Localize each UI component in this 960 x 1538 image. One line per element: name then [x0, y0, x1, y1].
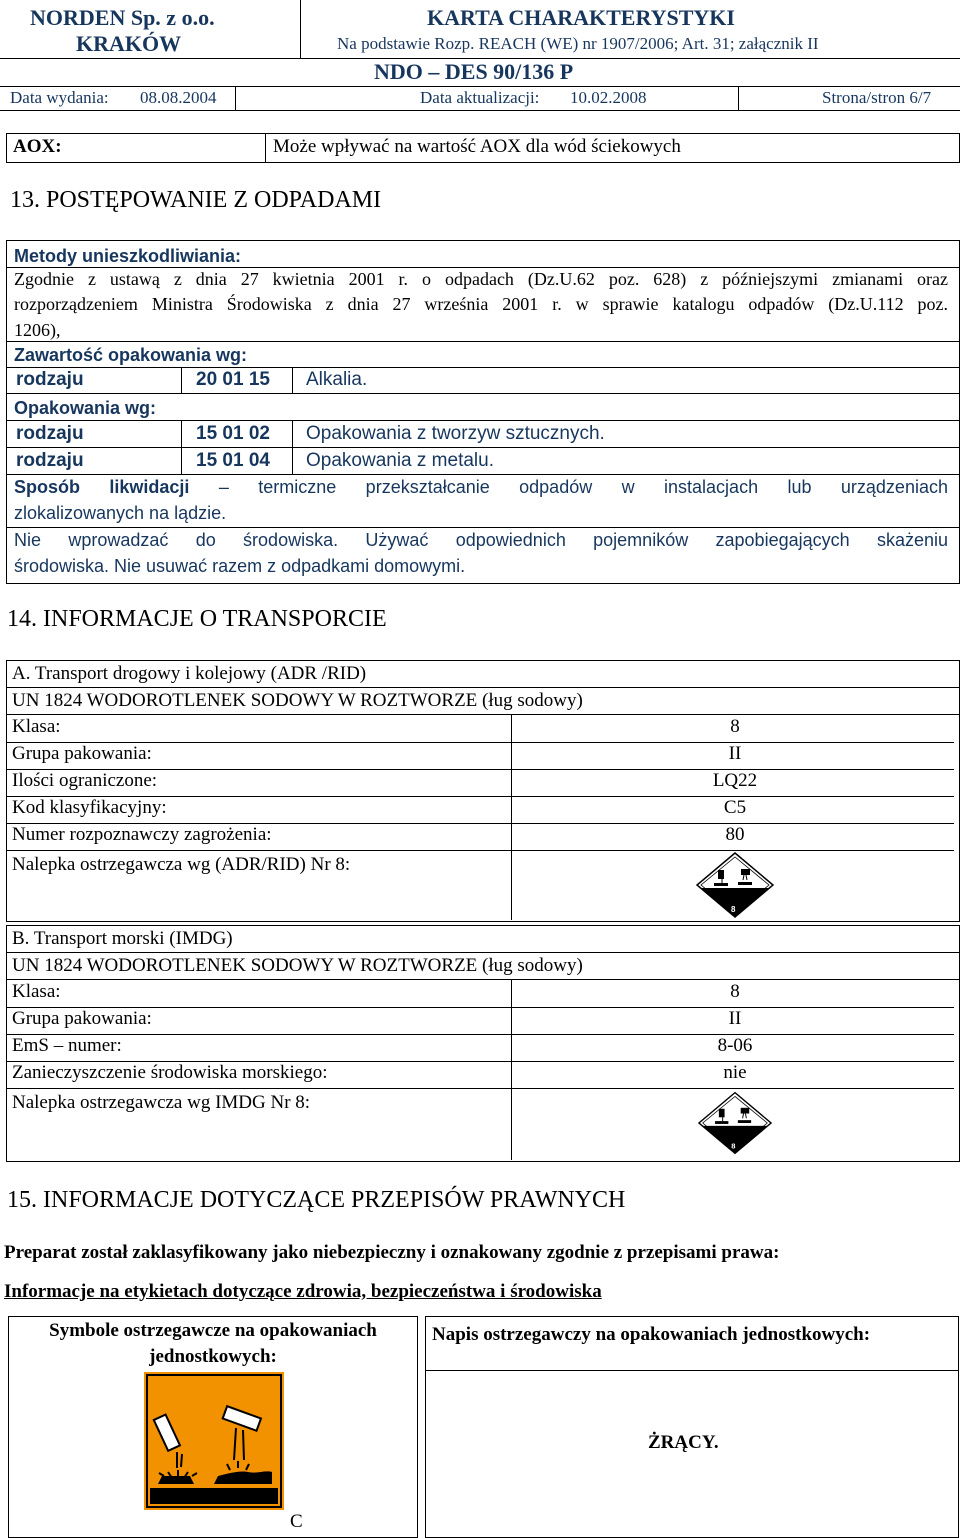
- disposal-note-line1: Nie wprowadzać do środowiska. Używać odpowiednich pojemników zapobiegających skażeniu: [14, 530, 948, 550]
- sea-label-row: Nalepka ostrzegawcza wg IMDG Nr 8:: [12, 1092, 311, 1113]
- aox-row: [6, 133, 960, 163]
- row-label: Numer rozpoznawczy zagrożenia:: [12, 824, 272, 845]
- packaging-type: rodzaju: [16, 423, 84, 444]
- row-value: 8-06: [717, 1035, 753, 1056]
- packaging-label: Opakowania wg:: [14, 398, 157, 418]
- disposal-note-line2: środowiska. Nie usuwać razem z odpadkami domowymi.: [14, 556, 466, 576]
- symbols-header-line1: Symbole ostrzegawcze na opakowaniach: [49, 1320, 377, 1341]
- road-classification-code-row: [6, 796, 954, 824]
- page-number: Strona/stron 6/7: [822, 88, 932, 107]
- company-city: KRAKÓW: [76, 31, 182, 56]
- warning-header: Napis ostrzegawczy na opakowaniach jednostkowych:: [432, 1324, 871, 1345]
- corrosive-class-8-label-icon: [696, 852, 774, 918]
- packaging-row: [0, 423, 960, 447]
- row-value: II: [728, 743, 742, 764]
- label-info-heading: Informacje na etykietach dotyczące zdrowia, bezpieczeństwa i środowiska: [4, 1281, 602, 1302]
- sea-marine-pollutant-row: [6, 1061, 954, 1089]
- section-15-heading: 15. INFORMACJE DOTYCZĄCE PRZEPISÓW PRAWNYCH: [7, 1187, 626, 1213]
- issue-date: 08.08.2004: [140, 88, 217, 107]
- disposal-line1: [14, 477, 948, 498]
- aox-label: AOX:: [13, 136, 62, 157]
- row-value: 8: [730, 981, 740, 1002]
- symbols-box: [8, 1316, 418, 1538]
- content-label: Zawartość opakowania wg:: [14, 345, 248, 365]
- road-class-row: [6, 715, 954, 743]
- row-value: II: [728, 1008, 742, 1029]
- symbols-header-line2: jednostkowych:: [149, 1346, 277, 1367]
- disposal-label: Sposób likwidacji: [14, 477, 190, 497]
- row-label: Zanieczyszczenie środowiska morskiego:: [12, 1062, 328, 1083]
- row-label: Klasa:: [12, 981, 61, 1002]
- content-row: [0, 369, 960, 393]
- road-label-row: Nalepka ostrzegawcza wg (ADR/RID) Nr 8:: [12, 854, 351, 875]
- update-label: Data aktualizacji:: [420, 88, 540, 107]
- content-type: rodzaju: [16, 369, 84, 390]
- methods-label: Metody unieszkodliwiania:: [14, 246, 242, 266]
- update-date: 10.02.2008: [570, 88, 647, 107]
- disposal-line2: zlokalizowanych na lądzie.: [14, 503, 227, 523]
- corrosive-pictogram-icon: [144, 1372, 284, 1510]
- methods-text-line3: 1206),: [14, 320, 61, 340]
- section-13-heading: 13. POSTĘPOWANIE Z ODPADAMI: [10, 187, 382, 213]
- document-title: KARTA CHARAKTERYSTYKI: [427, 5, 735, 30]
- content-desc: Alkalia.: [306, 369, 368, 390]
- road-transport-title: A. Transport drogowy i kolejowy (ADR /RID): [12, 663, 367, 684]
- row-label: Grupa pakowania:: [12, 1008, 152, 1029]
- packaging-row: [0, 450, 960, 474]
- sea-transport-title: B. Transport morski (IMDG): [12, 928, 233, 949]
- sea-un-line: UN 1824 WODOROTLENEK SODOWY W ROZTWORZE (ług sodowy): [12, 955, 583, 976]
- warning-box: [425, 1316, 959, 1538]
- packaging-desc: Opakowania z tworzyw sztucznych.: [306, 423, 605, 444]
- symbol-letter: C: [290, 1511, 303, 1532]
- sign-number: 8: [731, 905, 736, 914]
- road-hazard-number-row: [6, 823, 954, 851]
- disposal-method: – termiczne przekształcanie odpadów w instalacjach lub urządzeniach: [218, 477, 948, 497]
- methods-text-line1: Zgodnie z ustawą z dnia 27 kwietnia 2001 r. o odpadach (Dz.U.62 poz. 628) z późniejszymi zmianami oraz: [14, 269, 948, 289]
- corrosive-class-8-label-icon: [698, 1090, 772, 1156]
- row-value: LQ22: [712, 770, 758, 791]
- row-value: 8: [730, 716, 740, 737]
- road-packing-group-row: [6, 742, 954, 770]
- row-value: 80: [725, 824, 745, 845]
- row-label: Klasa:: [12, 716, 61, 737]
- row-label: Ilości ograniczone:: [12, 770, 158, 791]
- road-un-line: UN 1824 WODOROTLENEK SODOWY W ROZTWORZE (ług sodowy): [12, 690, 583, 711]
- issue-label: Data wydania:: [10, 88, 109, 107]
- methods-text-line2: rozporządzeniem Ministra Środowiska z dnia 27 września 2001 r. w sprawie katalogu odpadów (Dz.U.112 poz.: [14, 294, 948, 314]
- warning-text: ŻRĄCY.: [648, 1432, 719, 1453]
- road-limited-quantity-row: [6, 769, 954, 797]
- row-label: EmS – numer:: [12, 1035, 122, 1056]
- company-name: NORDEN Sp. z o.o.: [30, 5, 215, 30]
- sea-ems-row: [6, 1034, 954, 1062]
- sign-number: 8: [731, 1141, 736, 1151]
- document-basis: Na podstawie Rozp. REACH (WE) nr 1907/2006; Art. 31; załącznik II: [337, 34, 819, 53]
- content-code: 20 01 15: [196, 369, 270, 390]
- product-name: NDO – DES 90/136 P: [374, 59, 574, 84]
- row-label: Kod klasyfikacyjny:: [12, 797, 167, 818]
- packaging-code: 15 01 02: [196, 423, 270, 444]
- row-value: nie: [723, 1062, 747, 1083]
- packaging-code: 15 01 04: [196, 450, 270, 471]
- sea-class-row: [6, 980, 954, 1008]
- packaging-desc: Opakowania z metalu.: [306, 450, 494, 471]
- classification-statement: Preparat został zaklasyfikowany jako niebezpieczny i oznakowany zgodnie z przepisami prawa:: [4, 1242, 780, 1263]
- section-14-heading: 14. INFORMACJE O TRANSPORCIE: [7, 606, 387, 632]
- row-label: Grupa pakowania:: [12, 743, 152, 764]
- sea-packing-group-row: [6, 1007, 954, 1035]
- row-value: C5: [723, 797, 747, 818]
- aox-value: Może wpływać na wartość AOX dla wód ściekowych: [273, 136, 681, 157]
- packaging-type: rodzaju: [16, 450, 84, 471]
